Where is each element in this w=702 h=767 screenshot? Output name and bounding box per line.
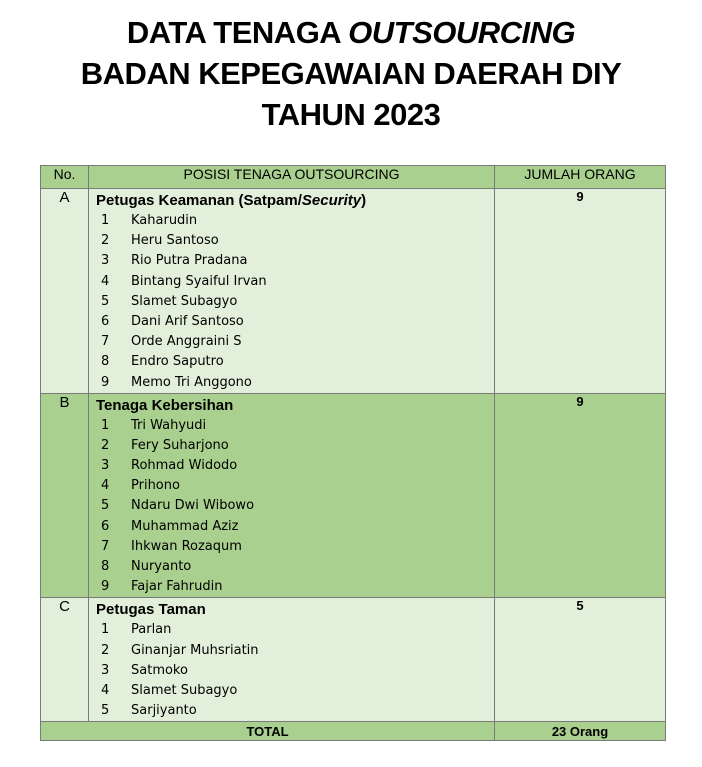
member-number: 6	[101, 518, 110, 534]
member-list	[89, 416, 494, 598]
member-name: Dani Arif Santoso	[131, 313, 244, 329]
group-cell	[89, 598, 495, 722]
member-number: 8	[101, 559, 110, 574]
list-item	[89, 373, 494, 393]
list-item	[89, 476, 494, 496]
list-item	[89, 557, 494, 577]
member-number: 4	[101, 682, 110, 698]
member-name: Rio Putra Pradana	[131, 253, 248, 269]
member-name: Muhammad Aziz	[131, 518, 239, 534]
member-number: 5	[101, 703, 110, 719]
title-line-2: BADAN KEPEGAWAIAN DAERAH DIY	[80, 56, 622, 91]
list-item	[89, 661, 494, 681]
member-number: 1	[101, 622, 110, 638]
total-row	[41, 722, 666, 741]
list-item	[89, 312, 494, 332]
list-item	[89, 436, 494, 456]
list-item	[89, 231, 494, 251]
list-item	[89, 211, 494, 231]
member-number: 3	[101, 662, 110, 678]
group-title-text: Petugas Keamanan (Satpam/	[96, 192, 302, 209]
member-name: Sarjiyanto	[131, 703, 197, 719]
member-number: 5	[101, 498, 110, 514]
group-letter: C	[41, 598, 89, 722]
list-item	[89, 456, 494, 476]
list-item	[89, 701, 494, 721]
list-item	[89, 577, 494, 597]
list-item	[89, 272, 494, 292]
member-name: Bintang Syaiful Irvan	[131, 273, 267, 289]
member-number: 6	[101, 313, 110, 329]
member-name: Ndaru Dwi Wibowo	[131, 498, 255, 514]
list-item	[89, 352, 494, 372]
member-name: Nuryanto	[131, 559, 192, 574]
group-letter: A	[41, 189, 89, 394]
group-title-italic: Security	[301, 192, 362, 209]
member-number: 2	[101, 642, 110, 658]
member-name: Satmoko	[131, 662, 188, 678]
title-line-3: TAHUN 2023	[261, 97, 441, 132]
member-name: Fajar Fahrudin	[131, 579, 223, 595]
total-label: TOTAL	[41, 722, 495, 741]
member-name: Memo Tri Anggono	[131, 374, 252, 390]
member-name: Orde Anggraini S	[131, 334, 242, 350]
group-title	[89, 189, 494, 211]
member-number: 9	[101, 579, 110, 595]
member-number: 2	[101, 437, 110, 453]
member-name: Slamet Subagyo	[131, 293, 238, 309]
list-item	[89, 251, 494, 271]
group-title-text: Tenaga Kebersihan	[96, 396, 234, 414]
list-item	[89, 496, 494, 516]
document-title	[0, 12, 702, 135]
member-number: 7	[101, 538, 110, 554]
group-row-c	[41, 598, 666, 722]
list-item	[89, 292, 494, 312]
group-row-a	[41, 189, 666, 394]
member-name: Kaharudin	[131, 213, 198, 228]
member-number: 3	[101, 458, 110, 474]
member-list	[89, 620, 494, 721]
member-number: 4	[101, 478, 110, 494]
member-name: Endro Saputro	[131, 354, 224, 370]
member-number: 4	[101, 273, 110, 289]
member-number: 1	[101, 417, 110, 433]
member-list	[89, 211, 494, 393]
table-header-row	[41, 166, 666, 189]
group-letter: B	[41, 393, 89, 598]
member-name: Prihono	[131, 478, 180, 494]
total-value: 23 Orang	[495, 722, 666, 741]
member-number: 2	[101, 233, 110, 249]
outsourcing-table	[40, 165, 666, 741]
member-name: Fery Suharjono	[131, 437, 229, 453]
group-count: 9	[495, 393, 666, 598]
group-title-text: Petugas Taman	[96, 601, 206, 619]
member-number: 5	[101, 293, 110, 309]
list-item	[89, 620, 494, 640]
member-number: 3	[101, 253, 110, 269]
member-number: 8	[101, 354, 110, 370]
member-name: Parlan	[131, 622, 172, 638]
group-cell	[89, 393, 495, 598]
member-name: Slamet Subagyo	[131, 682, 238, 698]
member-name: Heru Santoso	[131, 233, 219, 249]
list-item	[89, 681, 494, 701]
group-cell	[89, 189, 495, 394]
group-row-b	[41, 393, 666, 598]
title-line-1-prefix: DATA TENAGA	[126, 15, 349, 50]
list-item	[89, 416, 494, 436]
group-count: 5	[495, 598, 666, 722]
list-item	[89, 517, 494, 537]
group-count: 9	[495, 189, 666, 394]
header-position: POSISI TENAGA OUTSOURCING	[89, 166, 495, 189]
member-name: Rohmad Widodo	[131, 458, 238, 474]
member-number: 7	[101, 334, 110, 350]
member-name: Tri Wahyudi	[131, 417, 207, 433]
group-title	[89, 598, 494, 620]
header-count: JUMLAH ORANG	[495, 166, 666, 189]
member-name: Ihkwan Rozaqum	[131, 538, 242, 554]
member-number: 1	[101, 213, 110, 228]
member-name: Ginanjar Muhsriatin	[131, 642, 259, 658]
list-item	[89, 641, 494, 661]
member-number: 9	[101, 374, 110, 390]
header-no: No.	[41, 166, 89, 189]
list-item	[89, 537, 494, 557]
list-item	[89, 332, 494, 352]
title-line-1-italic: OUTSOURCING	[348, 15, 576, 50]
group-title-suffix: )	[361, 192, 367, 209]
title-line-1	[0, 12, 702, 53]
group-title	[89, 394, 494, 416]
